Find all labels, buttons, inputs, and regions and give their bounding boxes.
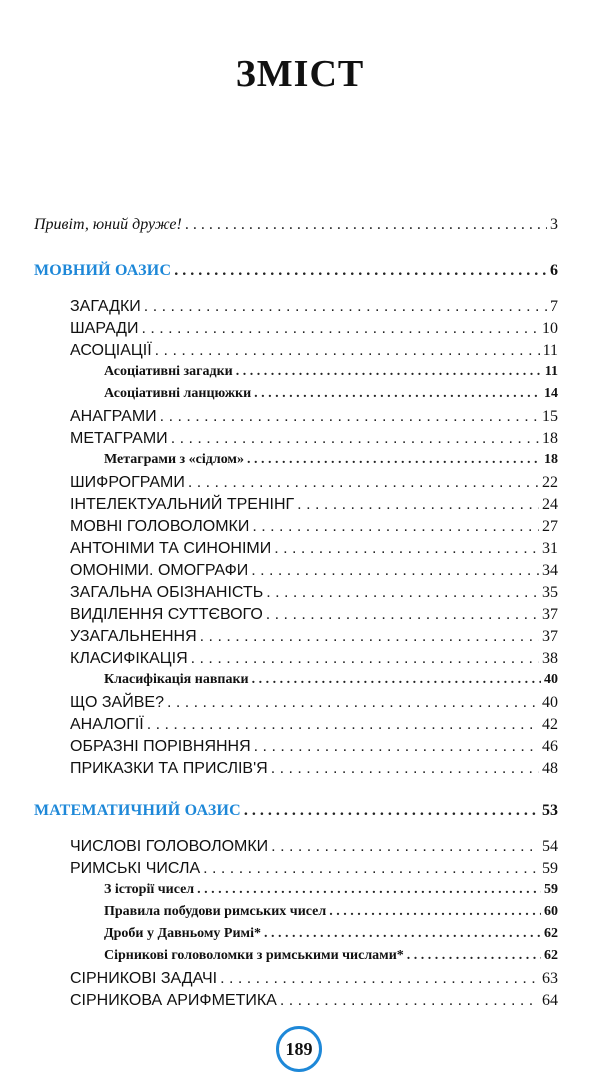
toc-entry-page: 60 [544,904,558,919]
toc-entry-page: 34 [542,562,558,579]
toc-entry-page: 3 [550,216,558,233]
toc-entry-label: ІНТЕЛЕКТУАЛЬНИЙ ТРЕНІНГ [70,496,295,513]
dot-leader [247,452,541,468]
toc-entry [70,694,558,712]
dot-leader [174,262,547,280]
toc-entry [70,584,558,602]
toc-entry-page: 31 [542,540,558,557]
toc-entry-label: Класифікація навпаки [104,672,249,687]
toc-entry-page: 40 [542,694,558,711]
dot-leader [141,320,539,338]
toc-entry [70,716,558,734]
toc-entry-label: АСОЦІАЦІЇ [70,342,152,359]
toc-entry-page: 11 [544,364,558,379]
toc-entry-label: АНАГРАМИ [70,408,157,425]
toc-entry-label: ЩО ЗАЙВЕ? [70,694,164,711]
toc-entry-label: МОВНИЙ ОАЗИС [34,262,172,279]
toc-entry-label: Метаграми з «сідлом» [104,452,244,467]
toc-entry [104,386,558,402]
dot-leader [144,298,547,316]
toc-entry [104,948,558,964]
toc-entry-page: 37 [542,606,558,623]
toc-entry [70,342,558,360]
page-title: ЗМІСТ [235,53,365,95]
dot-leader [167,694,539,712]
toc-entry-label: ШАРАДИ [70,320,139,337]
toc-entry-page: 35 [542,584,558,601]
toc-entry-label: Асоціативні ланцюжки [104,386,252,401]
toc-entry-page: 7 [550,298,558,315]
toc-entry-label: ЧИСЛОВІ ГОЛОВОЛОМКИ [70,838,269,855]
dot-leader [203,860,539,878]
toc-entry-page: 54 [542,838,558,855]
toc-entry-label: МОВНІ ГОЛОВОЛОМКИ [70,518,250,535]
toc-entry [34,216,558,234]
toc-entry [70,540,558,558]
toc-entry-page: 59 [544,882,558,897]
dot-leader [271,838,539,856]
toc-entry [70,992,558,1010]
toc-entry-label: З історії чисел [104,882,195,897]
toc-entry-page: 14 [544,386,558,401]
toc-entry-label: Дроби у Давньому Римі* [104,926,261,941]
toc-entry-page: 18 [542,430,558,447]
dot-leader [251,562,539,580]
toc-entry-label: Правила побудови римських чисел [104,904,327,919]
toc-entry-label: АНТОНІМИ ТА СИНОНІМИ [70,540,272,557]
toc-entry [70,628,558,646]
toc-entry-page: 24 [542,496,558,513]
toc-entry-page: 62 [544,926,558,941]
toc-entry [34,262,558,280]
toc-entry-label: ВИДІЛЕННЯ СУТТЄВОГО [70,606,263,623]
dot-leader [147,716,539,734]
dot-leader [407,948,541,964]
toc-entry-label: СІРНИКОВІ ЗАДАЧІ [70,970,218,987]
toc-entry [70,860,558,878]
page-number-badge: 189 [276,1026,322,1072]
toc-entry [104,904,558,920]
dot-leader [271,760,539,778]
toc-entry-label: Сірникові головоломки з римськими числами* [104,948,404,963]
toc-entry-label: КЛАСИФІКАЦІЯ [70,650,188,667]
toc-entry-page: 62 [544,948,558,963]
dot-leader [171,430,539,448]
toc-entry-page: 46 [542,738,558,755]
dot-leader [266,606,539,624]
toc-entry-page: 48 [542,760,558,777]
toc-entry-label: Асоціативні загадки [104,364,233,379]
toc-entry-page: 15 [542,408,558,425]
toc-entry-label: ОБРАЗНІ ПОРІВНЯННЯ [70,738,251,755]
toc-entry [70,738,558,756]
toc-entry [104,452,558,468]
toc-entry-label: УЗАГАЛЬНЕННЯ [70,628,197,645]
toc-entry-page: 11 [542,342,558,359]
toc-entry [70,606,558,624]
toc-entry [104,926,558,942]
toc-entry-label: АНАЛОГІЇ [70,716,144,733]
toc-entry-page: 18 [544,452,558,467]
toc-entry-label: Привіт, юний друже! [34,216,182,233]
dot-leader [236,364,542,380]
dot-leader [254,738,539,756]
toc-entry [34,802,558,820]
toc-entry-label: МАТЕМАТИЧНИЙ ОАЗИС [34,802,241,819]
toc-entry-page: 10 [542,320,558,337]
toc-entry [70,760,558,778]
toc-entry-page: 59 [542,860,558,877]
dot-leader [220,970,539,988]
toc-entry [104,672,558,688]
dot-leader [244,802,539,820]
toc-entry-label: МЕТАГРАМИ [70,430,168,447]
toc-entry-page: 42 [542,716,558,733]
toc-entry-label: ШИФРОГРАМИ [70,474,185,491]
toc-entry-page: 27 [542,518,558,535]
toc-entry-label: ОМОНІМИ. ОМОГРАФИ [70,562,249,579]
toc-entry-label: ЗАГАЛЬНА ОБІЗНАНІСТЬ [70,584,264,601]
dot-leader [254,386,541,402]
toc-entry [70,408,558,426]
toc-entry-page: 6 [550,262,558,279]
dot-leader [197,882,541,898]
toc-entry [70,320,558,338]
dot-leader [297,496,539,514]
toc-entry [70,838,558,856]
dot-leader [185,216,547,234]
toc-entry [70,970,558,988]
dot-leader [274,540,539,558]
toc-entry [70,496,558,514]
toc-entry [70,430,558,448]
toc-entry-label: РИМСЬКІ ЧИСЛА [70,860,201,877]
toc-entry [70,562,558,580]
dot-leader [252,518,539,536]
dot-leader [329,904,541,920]
toc-entry-label: ПРИКАЗКИ ТА ПРИСЛІВ'Я [70,760,268,777]
toc-entry [104,882,558,898]
toc-entry-page: 22 [542,474,558,491]
toc-entry-page: 40 [544,672,558,687]
dot-leader [160,408,539,426]
toc-entry-page: 64 [542,992,558,1009]
dot-leader [188,474,539,492]
dot-leader [200,628,539,646]
toc-entry-page: 37 [542,628,558,645]
dot-leader [280,992,539,1010]
toc-entry-page: 63 [542,970,558,987]
toc-entry-label: ЗАГАДКИ [70,298,141,315]
dot-leader [264,926,541,942]
toc-entry [70,298,558,316]
toc-entry-page: 38 [542,650,558,667]
toc-entry [70,650,558,668]
toc-entry [70,474,558,492]
dot-leader [191,650,539,668]
toc-entry-page: 53 [542,802,558,819]
toc-entry-label: СІРНИКОВА АРИФМЕТИКА [70,992,277,1009]
dot-leader [155,342,540,360]
dot-leader [266,584,539,602]
dot-leader [252,672,541,688]
toc-entry [70,518,558,536]
toc-entry [104,364,558,380]
